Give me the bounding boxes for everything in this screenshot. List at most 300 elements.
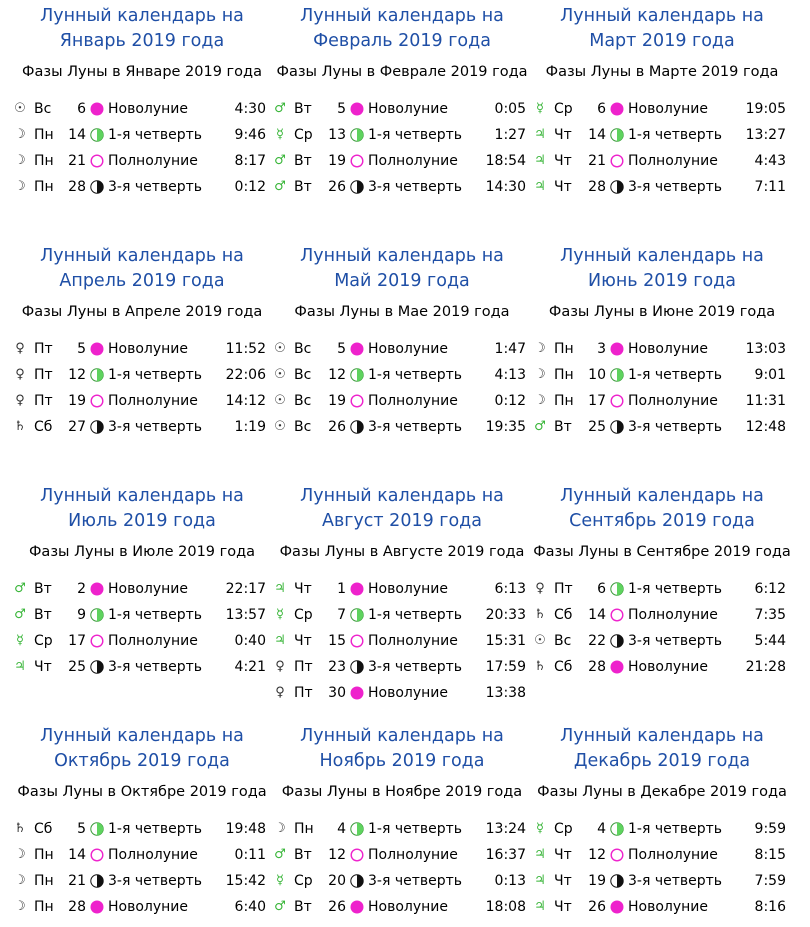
new-moon-icon bbox=[610, 660, 624, 674]
phase-row bbox=[532, 602, 792, 628]
phase-label: 3-я четверть bbox=[368, 179, 463, 195]
date-number: 28 bbox=[68, 899, 86, 915]
mars-icon: ♂ bbox=[274, 101, 286, 116]
weekday: Пн bbox=[34, 899, 54, 915]
last-quarter-icon bbox=[610, 180, 624, 194]
month-block bbox=[532, 244, 792, 440]
weekday: Вт bbox=[294, 153, 312, 169]
full-moon-icon bbox=[610, 394, 624, 408]
first-quarter-icon bbox=[610, 128, 624, 142]
mars-icon: ♂ bbox=[274, 179, 286, 194]
last-quarter-icon bbox=[350, 874, 364, 888]
saturn-icon: ♄ bbox=[14, 821, 26, 836]
weekday: Сб bbox=[34, 419, 53, 435]
month-title bbox=[12, 244, 272, 294]
phases-subtitle: Фазы Луны в Январе 2019 года bbox=[22, 64, 262, 80]
mercury-icon: ☿ bbox=[16, 633, 24, 648]
phases-subtitle: Фазы Луны в Декабре 2019 года bbox=[537, 784, 787, 800]
phase-time: 15:42 bbox=[225, 873, 266, 889]
phase-label: Полнолуние bbox=[368, 633, 458, 649]
weekday: Пн bbox=[34, 847, 54, 863]
month-title bbox=[272, 724, 532, 774]
phase-label: 1-я четверть bbox=[368, 821, 463, 837]
phase-label: 1-я четверть bbox=[628, 127, 723, 143]
date-number: 19 bbox=[588, 873, 606, 889]
month-title-line2: Август 2019 года bbox=[321, 511, 483, 531]
phase-time: 22:06 bbox=[225, 367, 266, 383]
weekday: Пт bbox=[34, 341, 53, 357]
first-quarter-icon bbox=[350, 822, 364, 836]
phase-list bbox=[272, 576, 532, 706]
phase-label: Полнолуние bbox=[628, 153, 718, 169]
sun-icon: ☉ bbox=[274, 393, 286, 408]
phase-time: 0:13 bbox=[494, 873, 526, 889]
phase-label: Новолуние bbox=[368, 685, 449, 701]
full-moon-icon bbox=[90, 848, 104, 862]
weekday: Пн bbox=[34, 179, 54, 195]
new-moon-icon bbox=[350, 102, 364, 116]
saturn-icon: ♄ bbox=[534, 659, 546, 674]
month-title-line2: Июнь 2019 года bbox=[588, 271, 736, 291]
phase-time: 0:12 bbox=[234, 179, 266, 195]
date-number: 25 bbox=[68, 659, 86, 675]
date-number: 13 bbox=[328, 127, 346, 143]
phase-label: Полнолуние bbox=[628, 607, 718, 623]
month-block bbox=[532, 724, 792, 920]
venus-icon: ♀ bbox=[15, 393, 25, 408]
date-number: 12 bbox=[328, 847, 346, 863]
month-block bbox=[272, 4, 532, 200]
full-moon-icon bbox=[90, 394, 104, 408]
date-number: 26 bbox=[588, 899, 606, 915]
phase-time: 16:37 bbox=[485, 847, 526, 863]
date-number: 27 bbox=[68, 419, 86, 435]
phase-row bbox=[12, 576, 272, 602]
phase-row bbox=[272, 388, 532, 414]
phases-subtitle: Фазы Луны в Феврале 2019 года bbox=[276, 64, 528, 80]
phase-row bbox=[272, 868, 532, 894]
jupiter-icon: ♃ bbox=[534, 153, 546, 168]
sun-icon: ☉ bbox=[274, 341, 286, 356]
saturn-icon: ♄ bbox=[14, 419, 26, 434]
weekday: Чт bbox=[554, 153, 572, 169]
last-quarter-icon bbox=[90, 180, 104, 194]
phase-row bbox=[532, 96, 792, 122]
date-number: 12 bbox=[68, 367, 86, 383]
phase-label: 3-я четверть bbox=[628, 633, 723, 649]
moon-icon: ☽ bbox=[534, 393, 546, 408]
date-number: 10 bbox=[588, 367, 606, 383]
phase-row bbox=[532, 816, 792, 842]
phase-time: 9:46 bbox=[234, 127, 266, 143]
phase-label: 1-я четверть bbox=[368, 607, 463, 623]
phase-label: Новолуние bbox=[628, 101, 709, 117]
month-title-line1: Лунный календарь на bbox=[300, 486, 504, 506]
date-number: 26 bbox=[328, 419, 346, 435]
phase-label: 1-я четверть bbox=[628, 581, 723, 597]
phase-label: Новолуние bbox=[368, 101, 449, 117]
weekday: Пт bbox=[34, 367, 53, 383]
phase-label: Полнолуние bbox=[108, 847, 198, 863]
phase-list bbox=[532, 96, 792, 200]
weekday: Вт bbox=[34, 581, 52, 597]
phase-time: 15:31 bbox=[485, 633, 526, 649]
date-number: 4 bbox=[337, 821, 346, 837]
phase-row bbox=[272, 816, 532, 842]
phase-time: 4:43 bbox=[754, 153, 786, 169]
weekday: Вт bbox=[34, 607, 52, 623]
phase-label: 3-я четверть bbox=[628, 873, 723, 889]
phase-time: 8:15 bbox=[754, 847, 786, 863]
month-title-line2: Февраль 2019 года bbox=[313, 31, 491, 51]
month-title bbox=[12, 4, 272, 54]
phase-label: 1-я четверть bbox=[108, 127, 203, 143]
phase-row bbox=[532, 894, 792, 920]
last-quarter-icon bbox=[90, 420, 104, 434]
venus-icon: ♀ bbox=[275, 685, 285, 700]
phase-row bbox=[272, 628, 532, 654]
date-number: 30 bbox=[328, 685, 346, 701]
mercury-icon: ☿ bbox=[536, 821, 544, 836]
jupiter-icon: ♃ bbox=[534, 179, 546, 194]
phase-time: 0:11 bbox=[234, 847, 266, 863]
phase-time: 19:48 bbox=[225, 821, 266, 837]
moon-icon: ☽ bbox=[14, 873, 26, 888]
phase-time: 7:11 bbox=[754, 179, 786, 195]
first-quarter-icon bbox=[610, 368, 624, 382]
phase-row bbox=[12, 122, 272, 148]
date-number: 4 bbox=[597, 821, 606, 837]
new-moon-icon bbox=[610, 900, 624, 914]
last-quarter-icon bbox=[610, 420, 624, 434]
weekday: Пт bbox=[294, 659, 313, 675]
phase-time: 14:30 bbox=[485, 179, 526, 195]
weekday: Пт bbox=[294, 685, 313, 701]
date-number: 28 bbox=[588, 179, 606, 195]
phase-label: 1-я четверть bbox=[368, 367, 463, 383]
phase-time: 13:03 bbox=[745, 341, 786, 357]
moon-icon: ☽ bbox=[534, 341, 546, 356]
phase-row bbox=[12, 602, 272, 628]
first-quarter-icon bbox=[90, 368, 104, 382]
phases-subtitle: Фазы Луны в Ноябре 2019 года bbox=[281, 784, 523, 800]
phases-subtitle: Фазы Луны в Марте 2019 года bbox=[545, 64, 779, 80]
month-title-line2: Январь 2019 года bbox=[59, 31, 225, 51]
phase-label: 1-я четверть bbox=[108, 821, 203, 837]
phase-time: 12:48 bbox=[745, 419, 786, 435]
weekday: Чт bbox=[554, 847, 572, 863]
phase-label: 3-я четверть bbox=[108, 659, 203, 675]
month-block bbox=[272, 244, 532, 440]
new-moon-icon bbox=[350, 900, 364, 914]
phase-row bbox=[532, 842, 792, 868]
month-block bbox=[12, 724, 272, 920]
new-moon-icon bbox=[610, 342, 624, 356]
sun-icon: ☉ bbox=[14, 101, 26, 116]
first-quarter-icon bbox=[90, 822, 104, 836]
weekday: Чт bbox=[554, 873, 572, 889]
date-number: 6 bbox=[597, 101, 606, 117]
first-quarter-icon bbox=[350, 368, 364, 382]
phase-time: 5:44 bbox=[754, 633, 786, 649]
month-title-line1: Лунный календарь на bbox=[40, 6, 244, 26]
venus-icon: ♀ bbox=[275, 659, 285, 674]
phase-time: 18:08 bbox=[485, 899, 526, 915]
phase-row bbox=[272, 842, 532, 868]
phase-label: 3-я четверть bbox=[108, 873, 203, 889]
phase-time: 9:59 bbox=[754, 821, 786, 837]
phase-label: Полнолуние bbox=[108, 393, 198, 409]
last-quarter-icon bbox=[350, 420, 364, 434]
weekday: Ср bbox=[294, 873, 313, 889]
phase-time: 1:47 bbox=[494, 341, 526, 357]
date-number: 17 bbox=[68, 633, 86, 649]
phase-row bbox=[272, 96, 532, 122]
date-number: 21 bbox=[68, 873, 86, 889]
new-moon-icon bbox=[350, 342, 364, 356]
phase-time: 11:31 bbox=[745, 393, 786, 409]
date-number: 6 bbox=[597, 581, 606, 597]
date-number: 15 bbox=[328, 633, 346, 649]
last-quarter-icon bbox=[610, 634, 624, 648]
full-moon-icon bbox=[610, 848, 624, 862]
phase-label: 1-я четверть bbox=[108, 367, 203, 383]
phase-row bbox=[12, 388, 272, 414]
weekday: Пн bbox=[294, 821, 314, 837]
phase-row bbox=[12, 894, 272, 920]
phase-row bbox=[12, 654, 272, 680]
month-title-line2: Октябрь 2019 года bbox=[54, 751, 230, 771]
phase-label: Полнолуние bbox=[368, 153, 458, 169]
phase-row bbox=[272, 122, 532, 148]
phase-label: 1-я четверть bbox=[628, 821, 723, 837]
phase-label: Полнолуние bbox=[368, 393, 458, 409]
phase-row bbox=[532, 414, 792, 440]
phase-row bbox=[272, 336, 532, 362]
month-block bbox=[12, 4, 272, 200]
weekday: Пт bbox=[554, 581, 573, 597]
phase-label: Новолуние bbox=[108, 341, 189, 357]
weekday: Вт bbox=[294, 179, 312, 195]
mars-icon: ♂ bbox=[534, 419, 546, 434]
phase-time: 6:13 bbox=[494, 581, 526, 597]
last-quarter-icon bbox=[90, 660, 104, 674]
month-title bbox=[12, 484, 272, 534]
first-quarter-icon bbox=[350, 128, 364, 142]
phase-time: 1:27 bbox=[494, 127, 526, 143]
phase-label: 3-я четверть bbox=[368, 873, 463, 889]
phase-row bbox=[532, 576, 792, 602]
mercury-icon: ☿ bbox=[536, 101, 544, 116]
weekday: Вс bbox=[34, 101, 52, 117]
phase-label: Полнолуние bbox=[628, 393, 718, 409]
phase-time: 11:52 bbox=[225, 341, 266, 357]
month-title-line2: Май 2019 года bbox=[334, 271, 470, 291]
phase-label: 1-я четверть bbox=[368, 127, 463, 143]
phase-label: Полнолуние bbox=[368, 847, 458, 863]
phase-label: Новолуние bbox=[368, 341, 449, 357]
month-title-line2: Март 2019 года bbox=[589, 31, 735, 51]
new-moon-icon bbox=[90, 900, 104, 914]
phase-row bbox=[272, 654, 532, 680]
phase-time: 19:05 bbox=[745, 101, 786, 117]
weekday: Пн bbox=[554, 393, 574, 409]
phase-time: 17:59 bbox=[485, 659, 526, 675]
date-number: 14 bbox=[68, 847, 86, 863]
phase-row bbox=[532, 868, 792, 894]
first-quarter-icon bbox=[610, 582, 624, 596]
mars-icon: ♂ bbox=[274, 899, 286, 914]
date-number: 5 bbox=[77, 341, 86, 357]
weekday: Вт bbox=[554, 419, 572, 435]
phases-subtitle: Фазы Луны в Июне 2019 года bbox=[548, 304, 776, 320]
date-number: 26 bbox=[328, 899, 346, 915]
weekday: Ср bbox=[554, 821, 573, 837]
phase-label: Новолуние bbox=[628, 899, 709, 915]
phase-row bbox=[272, 414, 532, 440]
first-quarter-icon bbox=[350, 608, 364, 622]
phase-row bbox=[272, 174, 532, 200]
phase-list bbox=[532, 816, 792, 920]
full-moon-icon bbox=[90, 154, 104, 168]
weekday: Пн bbox=[554, 341, 574, 357]
date-number: 5 bbox=[77, 821, 86, 837]
jupiter-icon: ♃ bbox=[534, 899, 546, 914]
phase-time: 8:17 bbox=[234, 153, 266, 169]
phase-label: Полнолуние bbox=[108, 633, 198, 649]
weekday: Вс bbox=[294, 341, 312, 357]
phase-time: 9:01 bbox=[754, 367, 786, 383]
phase-time: 13:24 bbox=[485, 821, 526, 837]
phase-label: 3-я четверть bbox=[108, 419, 203, 435]
venus-icon: ♀ bbox=[535, 581, 545, 596]
month-title bbox=[272, 244, 532, 294]
phase-time: 0:05 bbox=[494, 101, 526, 117]
phase-list bbox=[12, 816, 272, 920]
full-moon-icon bbox=[610, 608, 624, 622]
weekday: Вс bbox=[554, 633, 572, 649]
phase-label: Новолуние bbox=[108, 581, 189, 597]
weekday: Пн bbox=[34, 873, 54, 889]
phase-row bbox=[532, 122, 792, 148]
phase-label: 3-я четверть bbox=[108, 179, 203, 195]
phase-time: 22:17 bbox=[225, 581, 266, 597]
venus-icon: ♀ bbox=[15, 367, 25, 382]
month-title-line2: Сентябрь 2019 года bbox=[569, 511, 755, 531]
jupiter-icon: ♃ bbox=[14, 659, 26, 674]
month-title-line2: Июль 2019 года bbox=[68, 511, 216, 531]
phase-list bbox=[532, 576, 792, 680]
phase-list bbox=[12, 96, 272, 200]
phases-subtitle: Фазы Луны в Апреле 2019 года bbox=[21, 304, 263, 320]
date-number: 17 bbox=[588, 393, 606, 409]
phase-list bbox=[532, 336, 792, 440]
phases-subtitle: Фазы Луны в Июле 2019 года bbox=[28, 544, 256, 560]
mercury-icon: ☿ bbox=[276, 127, 284, 142]
phase-label: 3-я четверть bbox=[628, 419, 723, 435]
date-number: 21 bbox=[588, 153, 606, 169]
phase-time: 13:57 bbox=[225, 607, 266, 623]
new-moon-icon bbox=[350, 686, 364, 700]
mars-icon: ♂ bbox=[14, 607, 26, 622]
date-number: 3 bbox=[597, 341, 606, 357]
phase-time: 13:27 bbox=[745, 127, 786, 143]
weekday: Сб bbox=[554, 659, 573, 675]
date-number: 19 bbox=[328, 153, 346, 169]
date-number: 2 bbox=[77, 581, 86, 597]
phases-subtitle: Фазы Луны в Августе 2019 года bbox=[279, 544, 525, 560]
month-title-line1: Лунный календарь на bbox=[560, 486, 764, 506]
last-quarter-icon bbox=[610, 874, 624, 888]
phase-list bbox=[272, 336, 532, 440]
phase-row bbox=[272, 680, 532, 706]
moon-icon: ☽ bbox=[14, 899, 26, 914]
date-number: 5 bbox=[337, 101, 346, 117]
phase-label: 1-я четверть bbox=[628, 367, 723, 383]
full-moon-icon bbox=[350, 394, 364, 408]
phase-time: 6:12 bbox=[754, 581, 786, 597]
jupiter-icon: ♃ bbox=[274, 633, 286, 648]
month-title-line2: Ноябрь 2019 года bbox=[319, 751, 485, 771]
date-number: 26 bbox=[328, 179, 346, 195]
weekday: Чт bbox=[294, 581, 312, 597]
phase-row bbox=[272, 894, 532, 920]
phase-label: 3-я четверть bbox=[368, 659, 463, 675]
phase-row bbox=[12, 868, 272, 894]
date-number: 5 bbox=[337, 341, 346, 357]
month-title-line1: Лунный календарь на bbox=[40, 246, 244, 266]
phase-row bbox=[532, 174, 792, 200]
full-moon-icon bbox=[350, 848, 364, 862]
jupiter-icon: ♃ bbox=[534, 847, 546, 862]
first-quarter-icon bbox=[90, 608, 104, 622]
month-title-line1: Лунный календарь на bbox=[560, 726, 764, 746]
phase-list bbox=[272, 96, 532, 200]
date-number: 7 bbox=[337, 607, 346, 623]
phase-time: 6:40 bbox=[234, 899, 266, 915]
moon-icon: ☽ bbox=[14, 847, 26, 862]
phase-row bbox=[532, 336, 792, 362]
date-number: 12 bbox=[328, 367, 346, 383]
phase-row bbox=[272, 576, 532, 602]
phases-subtitle: Фазы Луны в Сентябре 2019 года bbox=[533, 544, 791, 560]
month-title bbox=[272, 4, 532, 54]
weekday: Ср bbox=[554, 101, 573, 117]
phase-row bbox=[12, 842, 272, 868]
phase-label: 1-я четверть bbox=[108, 607, 203, 623]
phase-label: Полнолуние bbox=[628, 847, 718, 863]
phase-time: 7:59 bbox=[754, 873, 786, 889]
last-quarter-icon bbox=[350, 180, 364, 194]
phase-label: Новолуние bbox=[108, 899, 189, 915]
date-number: 14 bbox=[68, 127, 86, 143]
date-number: 23 bbox=[328, 659, 346, 675]
month-block bbox=[272, 484, 532, 706]
month-title bbox=[532, 724, 792, 774]
mercury-icon: ☿ bbox=[276, 873, 284, 888]
weekday: Чт bbox=[554, 179, 572, 195]
date-number: 14 bbox=[588, 127, 606, 143]
phase-label: Новолуние bbox=[628, 341, 709, 357]
new-moon-icon bbox=[350, 582, 364, 596]
weekday: Сб bbox=[34, 821, 53, 837]
sun-icon: ☉ bbox=[274, 367, 286, 382]
full-moon-icon bbox=[610, 154, 624, 168]
phase-row bbox=[12, 628, 272, 654]
phase-row bbox=[12, 96, 272, 122]
month-block bbox=[272, 724, 532, 920]
mercury-icon: ☿ bbox=[276, 607, 284, 622]
